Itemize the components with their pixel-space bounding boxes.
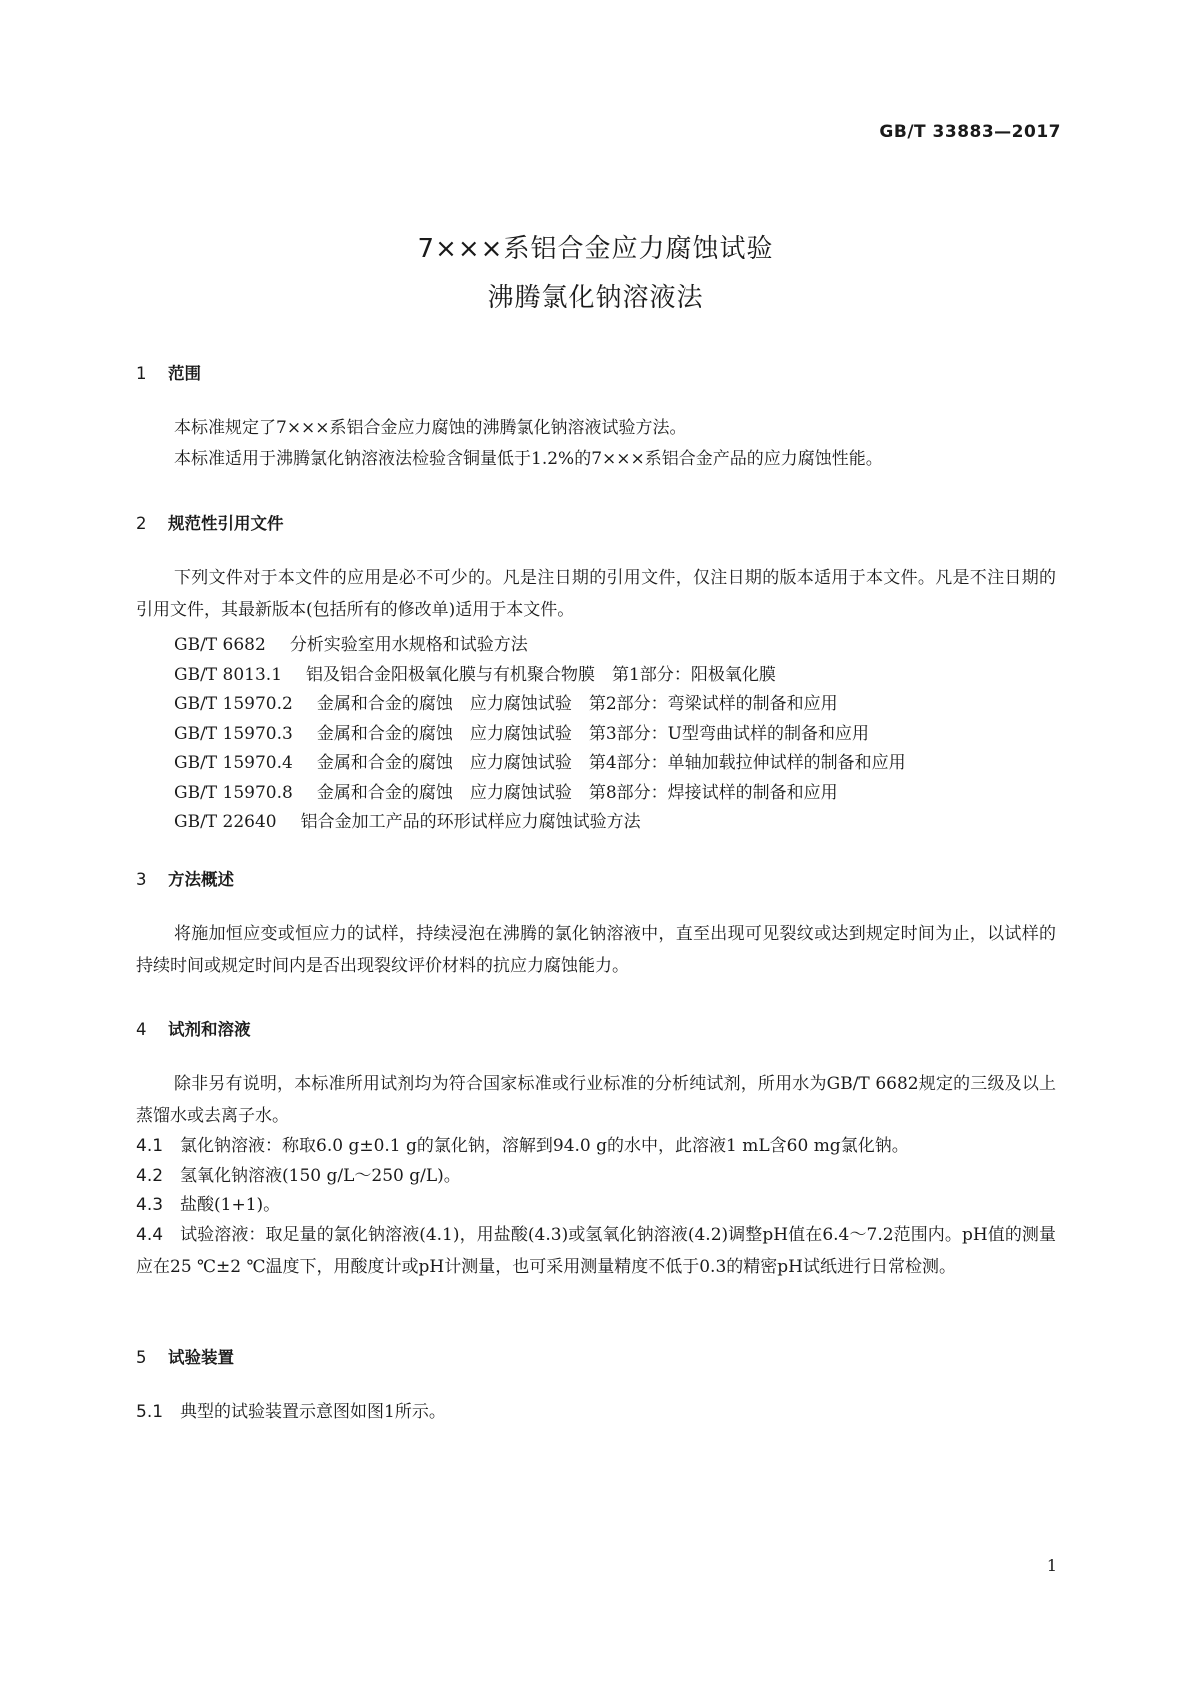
clause-5-1: 5.1 典型的试验装置示意图如图1所示。 (136, 1402, 446, 1422)
reference-item: GB/T 22640 铝合金加工产品的环形试样应力腐蚀试验方法 (174, 812, 641, 832)
standard-number: GB/T 33883—2017 (879, 122, 1061, 142)
reference-item: GB/T 6682 分析实验室用水规格和试验方法 (174, 635, 528, 655)
clause-4-4: 4.4 试验溶液：取足量的氯化钠溶液(4.1)，用盐酸(4.3)或氢氧化钠溶液(4.2)调整pH值在6.4～7.2范围内。pH值的测量应在25 ℃±2 ℃温度下，用酸度计或pH计测量，也可采用测量精度不低于0.3的精密pH试纸进行日常检测。 (136, 1225, 1056, 1277)
reagents-paragraph: 除非另有说明，本标准所用试剂均为符合国家标准或行业标准的分析纯试剂，所用水为GB/T 6682规定的三级及以上蒸馏水或去离子水。 (136, 1074, 1056, 1126)
clause-4-3: 4.3 盐酸(1+1)。 (136, 1195, 281, 1215)
reference-item: GB/T 8013.1 铝及铝合金阳极氧化膜与有机聚合物膜 第1部分：阳极氧化膜 (174, 665, 776, 685)
section-number: 3 (136, 870, 147, 889)
reference-item: GB/T 15970.4 金属和合金的腐蚀 应力腐蚀试验 第4部分：单轴加载拉伸试样的制备和应用 (174, 753, 906, 773)
section-number: 4 (136, 1020, 147, 1039)
section-number: 1 (136, 364, 147, 383)
section-number: 5 (136, 1348, 147, 1367)
page-number: 1 (1046, 1556, 1057, 1575)
clause-4-1: 4.1 氯化钠溶液：称取6.0 g±0.1 g的氯化钠，溶解到94.0 g的水中，此溶液1 mL含60 mg氯化钠。 (136, 1136, 909, 1156)
section-heading-apparatus (136, 1344, 234, 1368)
section-title: 规范性引用文件 (168, 514, 284, 533)
reference-item: GB/T 15970.8 金属和合金的腐蚀 应力腐蚀试验 第8部分：焊接试样的制备和应用 (174, 783, 838, 803)
scope-paragraph-2: 本标准适用于沸腾氯化钠溶液法检验含铜量低于1.2%的7×××系铝合金产品的应力腐蚀性能。 (174, 449, 883, 469)
method-overview-paragraph: 将施加恒应变或恒应力的试样，持续浸泡在沸腾的氯化钠溶液中，直至出现可见裂纹或达到规定时间为止，以试样的持续时间或规定时间内是否出现裂纹评价材料的抗应力腐蚀能力。 (136, 924, 1056, 976)
section-title: 试验装置 (168, 1348, 234, 1367)
references-intro: 下列文件对于本文件的应用是必不可少的。凡是注日期的引用文件，仅注日期的版本适用于本文件。凡是不注日期的引用文件，其最新版本(包括所有的修改单)适用于本文件。 (136, 568, 1056, 620)
scope-paragraph-1: 本标准规定了7×××系铝合金应力腐蚀的沸腾氯化钠溶液试验方法。 (174, 418, 687, 438)
section-heading-normative-references (136, 510, 284, 534)
section-number: 2 (136, 514, 147, 533)
clause-4-2: 4.2 氢氧化钠溶液(150 g/L～250 g/L)。 (136, 1166, 461, 1186)
section-title: 试剂和溶液 (168, 1020, 251, 1039)
reference-item: GB/T 15970.2 金属和合金的腐蚀 应力腐蚀试验 第2部分：弯梁试样的制备和应用 (174, 694, 838, 714)
document-title-line1: 7×××系铝合金应力腐蚀试验 (417, 234, 774, 264)
section-title: 范围 (168, 364, 201, 383)
reference-item: GB/T 15970.3 金属和合金的腐蚀 应力腐蚀试验 第3部分：U型弯曲试样的制备和应用 (174, 724, 869, 744)
document-title-line2: 沸腾氯化钠溶液法 (487, 283, 704, 313)
section-heading-method-overview (136, 866, 234, 890)
section-title: 方法概述 (168, 870, 234, 889)
section-heading-scope (136, 360, 201, 384)
section-heading-reagents (136, 1016, 251, 1040)
